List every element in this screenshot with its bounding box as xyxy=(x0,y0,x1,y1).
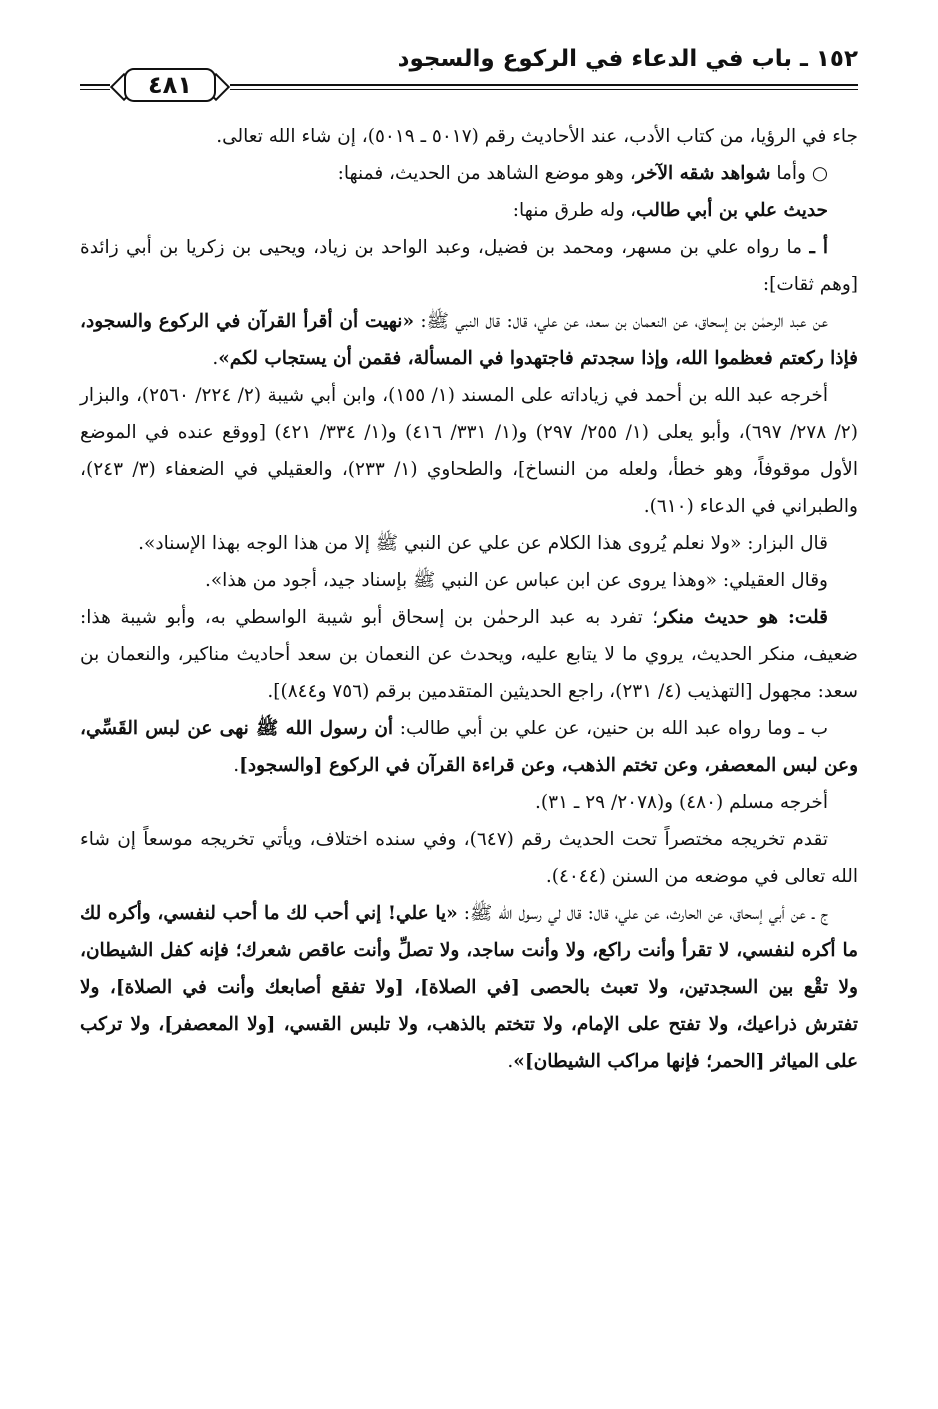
text-run: تقدم تخريجه مختصراً تحت الحديث رقم (٦٤٧)، وفي سنده اختلاف، ويأتي تخريجه موسعاً إن شاء الله تعالى في موضعه من السنن (٤٠٤٤). xyxy=(80,829,858,887)
paragraph xyxy=(80,710,858,784)
paragraph xyxy=(80,562,858,599)
text-run: ؛ تفرد به عبد الرحمٰن بن إسحاق أبو شيبة الواسطي به، وأبو شيبة هذا: ضعيف، منكر الحديث، يروي ما لا يتابع عليه، ويحدث عن النعمان بن سعد أحاديث مناكير، والنعمان بن سعد: مجهول [التهذيب (٤/ ٢٣١)، راجع الحديثين المتقدمين برقم (٧٥٦ و٨٤٤)]. xyxy=(80,607,858,702)
text-run: . xyxy=(233,755,240,776)
text-run: ما رواه علي بن مسهر، ومحمد بن فضيل، وعبد الواحد بن زياد، ويحيى بن زكريا بن أبي زائدة [وهم ثقات]: xyxy=(80,237,858,295)
paragraph xyxy=(80,784,858,821)
text-run: ج ـ عن أبي إسحاق، عن الحارث، عن علي، قال: قال لي رسول الله ﷺ: xyxy=(457,903,828,924)
page-number-ornament xyxy=(110,64,230,106)
bold-text-run: شواهد شقه الآخر xyxy=(635,163,771,184)
text-run: عن عبد الرحمٰن بن إسحاق، عن النعمان بن سعد، عن علي، قال: قال النبي ﷺ: xyxy=(414,311,828,332)
paragraph xyxy=(80,229,858,303)
bold-text-run: «يا علي! إني أحب لك ما أحب لنفسي، وأكره لك ما أكره لنفسي، لا تقرأ وأنت راكع، ولا وأنت ساجد، ولا تصلِّ وأنت عاقص شعرك؛ فإنه كفل الشيطان، ولا تقْع بين السجدتين، ولا تعبث بالحصى [في الصلاة]، [ولا تفقع أصابعك وأنت في الصلاة]، ولا تفترش ذراعيك، ولا تفتح على الإمام، ولا تتختم بالذهب، ولا تلبس القسي، [ولا المعصفر]، ولا تركب على المياثر [الحمر؛ فإنها مراكب الشيطان]» xyxy=(80,903,859,1072)
text-run: ، وله طرق منها: xyxy=(512,200,637,221)
paragraph xyxy=(80,599,858,710)
text-run: أخرجه مسلم (٤٨٠) و(٢٠٧٨/ ٢٩ ـ ٣١). xyxy=(535,792,828,813)
text-run: ○ وأما xyxy=(770,163,828,184)
text-run: جاء في الرؤيا، من كتاب الأدب، عند الأحاديث رقم (٥٠١٧ ـ ٥٠١٩)، إن شاء الله تعالى. xyxy=(216,126,858,147)
bold-text-run: حديث علي بن أبي طالب xyxy=(636,200,828,221)
text-run: . xyxy=(212,348,219,369)
bold-text-run: أن رسول الله ﷺ نهى عن لبس القَسِّي، وعن لبس المعصفر، وعن تختم الذهب، وعن قراءة القرآن في الركوع [والسجود] xyxy=(80,718,858,776)
text-run: وقال العقيلي: «وهذا يروى عن ابن عباس عن النبي ﷺ بإسناد جيد، أجود من هذا». xyxy=(204,570,828,591)
text-run: قال البزار: «ولا نعلم يُروى هذا الكلام عن علي عن النبي ﷺ إلا من هذا الوجه بهذا الإسناد». xyxy=(138,533,828,554)
page-header xyxy=(80,46,858,99)
bold-text-run: «نهيت أن أقرأ القرآن في الركوع والسجود، فإذا ركعتم فعظموا الله، وإذا سجدتم فاجتهدوا في المسألة، فقمن أن يستجاب لكم» xyxy=(80,311,858,369)
bold-text-run: قلت: هو حديث منكر xyxy=(658,607,828,628)
paragraph xyxy=(80,377,858,525)
text-run: أخرجه عبد الله بن أحمد في زياداته على المسند (١/ ١٥٥)، وابن أبي شيبة (٢/ ٢٢٤/ ٢٥٦٠)، والبزار (٢/ ٢٧٨/ ٦٩٧)، وأبو يعلى (١/ ٢٥٥/ ٢٩٧) و(١/ ٣٣١/ ٤١٦) و(١/ ٣٣٤/ ٤٢١) [ووقع عنده في الموضع الأول موقوفاً، وهو خطأ، ولعله من النساخ]، والطحاوي (١/ ٢٣٣)، والعقيلي في الضعفاء (٣/ ٢٤٣)، والطبراني في الدعاء (٦١٠). xyxy=(80,385,858,517)
text-run: . xyxy=(507,1051,514,1072)
body-text xyxy=(80,118,858,1080)
text-run: ب ـ وما رواه عبد الله بن حنين، عن علي بن أبي طالب: xyxy=(393,718,828,739)
bold-text-run: أ ـ xyxy=(809,237,828,258)
page-number: ٤٨١ xyxy=(124,68,216,102)
paragraph xyxy=(80,118,858,155)
paragraph xyxy=(80,303,858,377)
text-run: ، وهو موضع الشاهد من الحديث، فمنها: xyxy=(337,163,636,184)
paragraph xyxy=(80,525,858,562)
paragraph xyxy=(80,821,858,895)
running-title: ١٥٢ ـ باب في الدعاء في الركوع والسجود xyxy=(397,46,858,72)
paragraph xyxy=(80,895,858,1080)
paragraph xyxy=(80,155,858,192)
paragraph xyxy=(80,192,858,229)
